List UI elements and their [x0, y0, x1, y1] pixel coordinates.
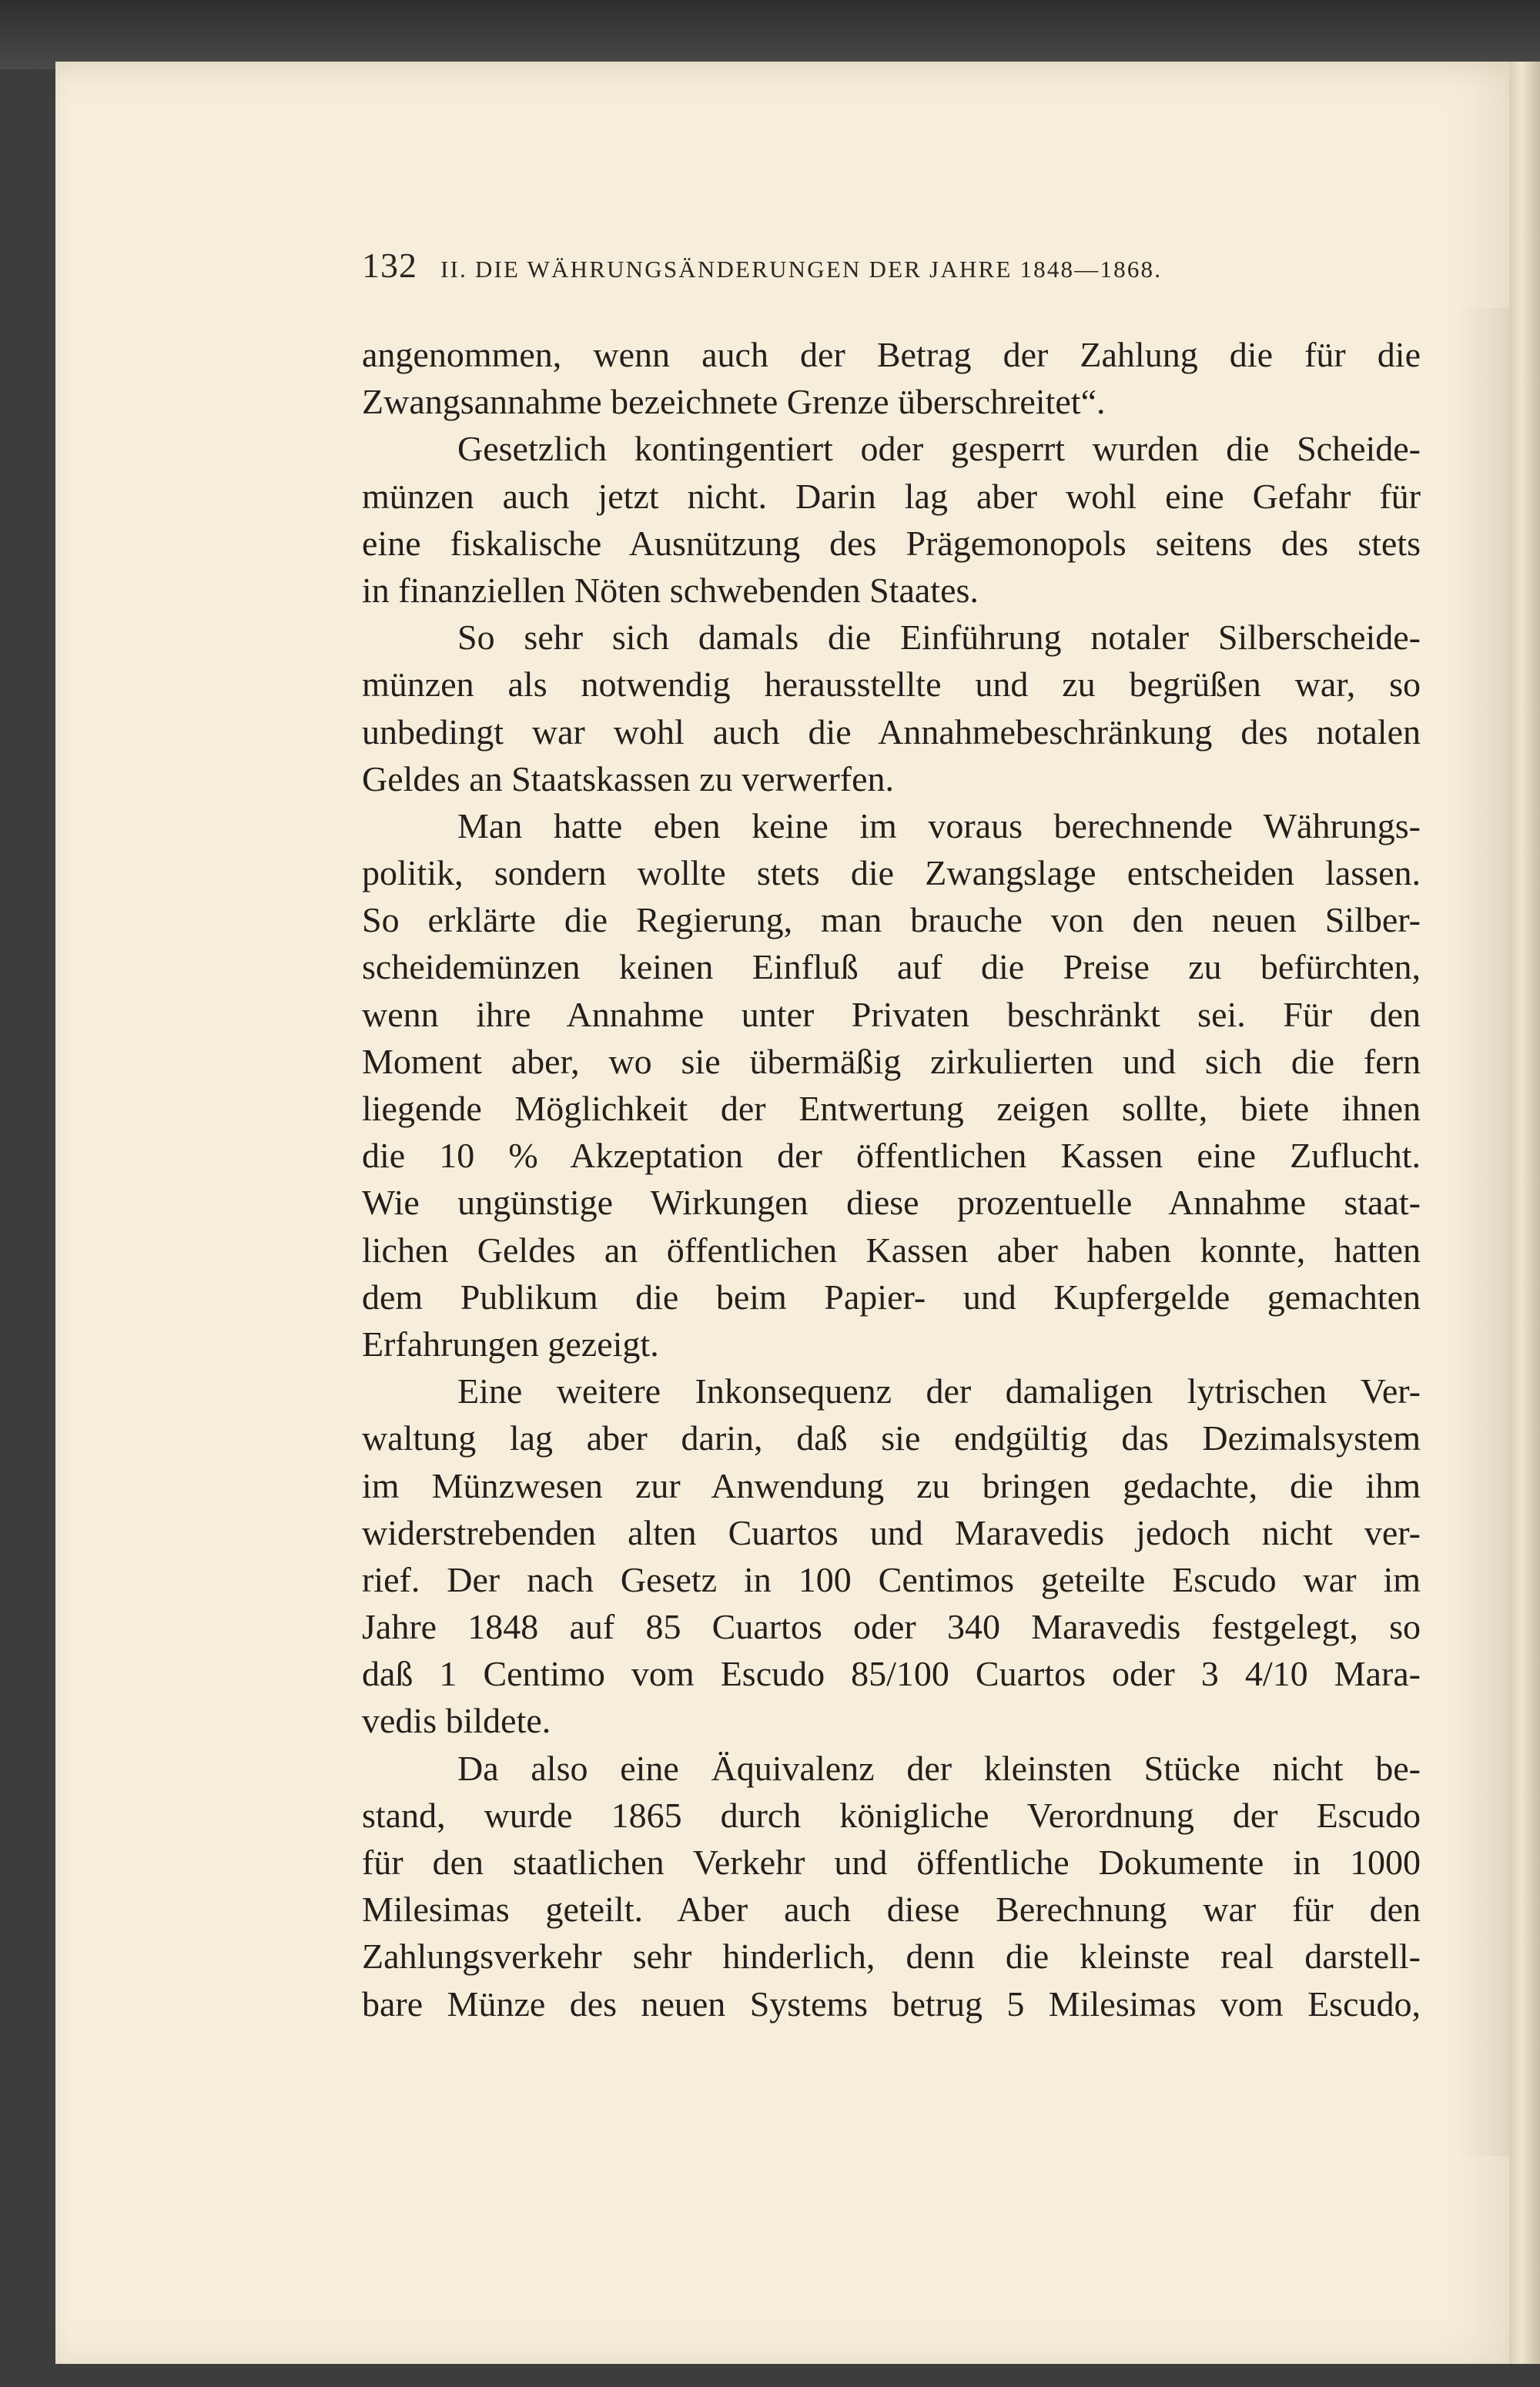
text-line: dem Publikum die beim Papier- und Kupfergelde gemachten — [362, 1277, 1421, 1317]
text-line: Geldes an Staatskassen zu verwerfen. — [362, 758, 895, 798]
page-number: 132 — [362, 246, 417, 285]
paragraph-3 — [362, 614, 1421, 802]
text-line: Moment aber, wo sie übermäßig zirkulierten und sich die fern — [362, 1041, 1421, 1081]
text-line: in finanziellen Nöten schwebenden Staates. — [362, 570, 979, 610]
text-line: eine fiskalische Ausnützung des Prägemonopols seitens des stets — [362, 523, 1421, 563]
paragraph-4 — [362, 802, 1421, 1368]
text-line: Zahlungsverkehr sehr hinderlich, denn die kleinste real darstell- — [362, 1937, 1421, 1977]
text-line: stand, wurde 1865 durch königliche Verordnung der Escudo — [362, 1795, 1421, 1835]
text-line: wenn ihre Annahme unter Privaten beschränkt sei. Für den — [362, 994, 1421, 1034]
text-line: daß 1 Centimo vom Escudo 85/100 Cuartos oder 3 4/10 Mara- — [362, 1654, 1421, 1694]
paragraph-2 — [362, 425, 1421, 614]
text-line: Erfahrungen gezeigt. — [362, 1324, 659, 1364]
page-gutter-shadow — [1455, 308, 1509, 2156]
page-edge — [1509, 62, 1540, 2364]
text-line: die 10 % Akzeptation der öffentlichen Kassen eine Zuflucht. — [362, 1136, 1421, 1176]
text-line: rief. Der nach Gesetz in 100 Centimos geteilte Escudo war im — [362, 1559, 1421, 1599]
text-line: scheidemünzen keinen Einfluß auf die Preise zu befürchten, — [362, 947, 1421, 987]
running-head: II. DIE WÄHRUNGSÄNDERUNGEN DER JAHRE 1848—1868. — [440, 256, 1163, 283]
text-line: Zwangsannahme bezeichnete Grenze überschreitet“. — [362, 382, 1106, 422]
text-line: Gesetzlich kontingentiert oder gesperrt wurden die Scheide- — [457, 429, 1421, 469]
text-line: waltung lag aber darin, daß sie endgültig das Dezimalsystem — [362, 1418, 1421, 1458]
text-line: im Münzwesen zur Anwendung zu bringen gedachte, die ihm — [362, 1465, 1421, 1505]
text-line: politik, sondern wollte stets die Zwangslage entscheiden lassen. — [362, 853, 1421, 893]
paragraph-1 — [362, 331, 1421, 425]
text-line: So erklärte die Regierung, man brauche von den neuen Silber- — [362, 900, 1421, 940]
text-line: bare Münze des neuen Systems betrug 5 Milesimas vom Escudo, — [362, 1984, 1421, 2024]
text-line: Jahre 1848 auf 85 Cuartos oder 340 Maravedis festgelegt, so — [362, 1607, 1421, 1647]
paragraph-6 — [362, 1745, 1421, 2027]
body-text — [362, 331, 1421, 2027]
paragraph-5 — [362, 1368, 1421, 1745]
text-line: angenommen, wenn auch der Betrag der Zahlung die für die — [362, 335, 1421, 374]
text-line: liegende Möglichkeit der Entwertung zeigen sollte, biete ihnen — [362, 1089, 1421, 1128]
text-line: Man hatte eben keine im voraus berechnende Währungs- — [457, 805, 1421, 845]
text-line: für den staatlichen Verkehr und öffentliche Dokumente in 1000 — [362, 1843, 1421, 1882]
text-line: Da also eine Äquivalenz der kleinsten Stücke nicht be- — [457, 1748, 1421, 1788]
text-line: Milesimas geteilt. Aber auch diese Berechnung war für den — [362, 1890, 1421, 1930]
page-header — [362, 245, 1440, 291]
text-line: münzen auch jetzt nicht. Darin lag aber wohl eine Gefahr für — [362, 476, 1421, 516]
text-line: widerstrebenden alten Cuartos und Maravedis jedoch nicht ver- — [362, 1512, 1421, 1552]
text-line: Wie ungünstige Wirkungen diese prozentuelle Annahme staat- — [362, 1183, 1421, 1223]
text-line: vedis bildete. — [362, 1701, 551, 1741]
text-line: Eine weitere Inkonsequenz der damaligen lytrischen Ver- — [457, 1371, 1421, 1411]
text-line: unbedingt war wohl auch die Annahmebeschränkung des notalen — [362, 711, 1421, 752]
text-line: lichen Geldes an öffentlichen Kassen aber haben konnte, hatten — [362, 1230, 1421, 1270]
text-line: So sehr sich damals die Einführung notaler Silberscheide- — [457, 618, 1421, 658]
scan-backdrop — [0, 0, 1540, 69]
text-line: münzen als notwendig herausstellte und zu begrüßen war, so — [362, 665, 1421, 705]
